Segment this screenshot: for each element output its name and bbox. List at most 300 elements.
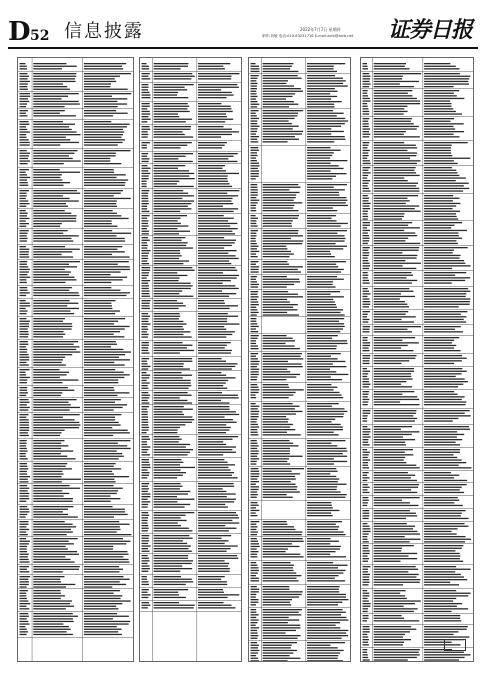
text-line	[363, 263, 370, 264]
text-line	[307, 123, 345, 124]
text-line	[20, 274, 28, 275]
text-line	[198, 316, 238, 317]
text-line	[263, 291, 288, 292]
text-line	[374, 590, 406, 591]
text-line	[198, 156, 233, 157]
text-line	[20, 326, 29, 327]
text-line	[307, 394, 341, 395]
text-line	[142, 215, 150, 216]
text-line	[154, 427, 180, 428]
text-line	[424, 203, 460, 204]
text-line	[263, 612, 299, 613]
text-line	[20, 279, 27, 280]
text-line	[263, 284, 295, 285]
text-line	[374, 180, 408, 181]
text-line	[20, 402, 30, 403]
text-line	[307, 599, 348, 600]
text-line	[307, 591, 339, 592]
text-line	[307, 625, 336, 626]
text-line	[263, 106, 289, 107]
text-line	[33, 559, 70, 560]
text-line	[154, 293, 180, 294]
text-line	[142, 589, 149, 590]
text-line	[20, 357, 30, 358]
text-line	[263, 218, 298, 219]
text-line	[198, 263, 231, 264]
text-line	[142, 108, 148, 109]
text-line	[198, 538, 221, 539]
text-line	[84, 223, 112, 224]
text-line	[374, 86, 414, 87]
text-line	[307, 596, 346, 597]
text-line	[33, 134, 80, 135]
text-line	[198, 607, 235, 608]
text-line	[424, 378, 465, 379]
column-divider	[82, 58, 83, 661]
text-line	[424, 190, 463, 191]
text-line	[84, 476, 129, 477]
text-line	[198, 145, 225, 146]
text-line	[424, 163, 458, 164]
text-line	[33, 310, 70, 311]
text-line	[198, 506, 228, 507]
text-line	[154, 452, 190, 453]
text-line	[33, 479, 81, 480]
text-line	[154, 372, 182, 373]
text-line	[307, 510, 339, 511]
row-divider	[361, 88, 473, 89]
text-line	[307, 543, 330, 544]
text-line	[142, 116, 149, 117]
text-line	[20, 134, 27, 135]
text-line	[424, 306, 459, 307]
text-line	[20, 73, 28, 74]
text-line	[142, 491, 148, 492]
text-line	[198, 493, 236, 494]
text-line	[374, 426, 412, 427]
row-divider	[361, 447, 473, 448]
text-line	[374, 600, 421, 601]
text-line	[154, 78, 192, 79]
text-line	[20, 546, 28, 547]
text-line	[198, 253, 228, 254]
text-line	[374, 626, 411, 627]
text-line	[424, 177, 466, 178]
text-line	[263, 371, 291, 372]
text-line	[374, 230, 405, 231]
text-line	[363, 489, 368, 490]
text-line	[263, 197, 296, 198]
text-line	[363, 598, 368, 599]
text-line	[363, 487, 370, 488]
text-line	[33, 476, 61, 477]
text-line	[142, 496, 151, 497]
text-line	[84, 598, 121, 599]
text-line	[424, 358, 467, 359]
text-line	[374, 611, 414, 612]
text-line	[263, 251, 291, 252]
text-line	[363, 657, 369, 658]
text-line	[363, 83, 371, 84]
text-line	[374, 218, 402, 219]
text-line	[20, 89, 28, 90]
text-line	[424, 533, 457, 534]
text-line	[307, 594, 346, 595]
text-line	[198, 76, 231, 77]
text-line	[363, 63, 368, 64]
text-line	[263, 609, 302, 610]
text-line	[142, 560, 150, 561]
text-line	[20, 554, 29, 555]
text-line	[374, 606, 404, 607]
text-line	[33, 321, 63, 322]
text-line	[374, 515, 417, 516]
text-line	[363, 533, 369, 534]
text-line	[251, 118, 260, 119]
text-line	[307, 136, 345, 137]
text-line	[20, 511, 30, 512]
text-line	[84, 235, 117, 236]
text-line	[251, 602, 259, 603]
text-line	[251, 534, 257, 535]
text-line	[251, 155, 258, 156]
text-line	[251, 366, 257, 367]
text-line	[142, 136, 148, 137]
text-line	[263, 384, 289, 385]
text-line	[374, 188, 419, 189]
text-line	[307, 301, 335, 302]
text-line	[20, 556, 28, 557]
text-line	[424, 232, 458, 233]
text-line	[251, 443, 258, 444]
text-line	[20, 235, 27, 236]
text-line	[84, 179, 128, 180]
text-line	[251, 205, 257, 206]
text-line	[251, 235, 257, 236]
text-line	[154, 260, 189, 261]
text-line	[363, 304, 371, 305]
text-line	[263, 567, 293, 568]
text-line	[84, 586, 112, 587]
text-line	[20, 443, 27, 444]
text-line	[142, 326, 148, 327]
text-line	[307, 215, 336, 216]
text-line	[307, 570, 346, 571]
text-line	[20, 561, 30, 562]
text-line	[198, 517, 239, 518]
text-line	[307, 432, 334, 433]
text-line	[374, 319, 402, 320]
text-line	[374, 472, 408, 473]
text-line	[374, 177, 405, 178]
text-line	[154, 228, 178, 229]
text-line	[307, 413, 344, 414]
text-line	[424, 275, 455, 276]
text-line	[374, 373, 411, 374]
text-line	[20, 277, 31, 278]
text-line	[198, 525, 225, 526]
text-line	[198, 293, 236, 294]
text-line	[263, 281, 300, 282]
text-line	[251, 85, 257, 86]
text-line	[263, 531, 303, 532]
text-line	[374, 225, 408, 226]
text-line	[374, 213, 405, 214]
text-line	[84, 424, 121, 425]
text-line	[33, 106, 64, 107]
text-line	[20, 458, 28, 459]
text-line	[424, 620, 461, 621]
text-line	[263, 184, 299, 185]
text-line	[424, 545, 463, 546]
text-line	[363, 311, 370, 312]
text-line	[154, 406, 184, 407]
text-line	[84, 629, 122, 630]
text-line	[374, 342, 419, 343]
text-line	[33, 96, 68, 97]
text-line	[263, 78, 302, 79]
text-line	[142, 211, 150, 212]
text-line	[263, 419, 289, 420]
text-line	[374, 620, 420, 621]
text-line	[374, 639, 411, 640]
text-line	[251, 619, 259, 620]
text-line	[33, 226, 60, 227]
row-divider	[140, 356, 241, 357]
text-line	[33, 364, 66, 365]
text-line	[251, 340, 256, 341]
text-line	[307, 147, 330, 148]
text-line	[363, 216, 369, 217]
text-line	[198, 183, 229, 184]
text-line	[263, 461, 288, 462]
row-divider	[361, 366, 473, 367]
text-line	[198, 416, 225, 417]
row-divider	[249, 560, 350, 561]
text-line	[198, 92, 232, 93]
text-line	[424, 582, 450, 583]
text-line	[307, 456, 347, 457]
text-line	[84, 155, 116, 156]
text-line	[33, 129, 71, 130]
text-line	[33, 600, 72, 601]
text-line	[251, 554, 258, 555]
text-line	[142, 165, 148, 166]
text-line	[263, 638, 298, 639]
text-line	[424, 439, 462, 440]
text-line	[307, 331, 340, 332]
text-line	[84, 584, 126, 585]
text-line	[33, 269, 65, 270]
text-line	[154, 275, 188, 276]
text-line	[424, 304, 470, 305]
text-line	[263, 622, 288, 623]
text-line	[154, 113, 178, 114]
text-line	[198, 116, 227, 117]
text-line	[424, 489, 460, 490]
text-line	[307, 233, 337, 234]
text-line	[154, 218, 181, 219]
text-line	[307, 434, 339, 435]
text-line	[263, 570, 294, 571]
text-line	[20, 445, 27, 446]
text-line	[142, 203, 149, 204]
text-line	[251, 622, 258, 623]
text-line	[307, 210, 337, 211]
text-line	[374, 608, 418, 609]
text-line	[142, 558, 150, 559]
text-line	[84, 144, 118, 145]
text-line	[20, 113, 26, 114]
text-line	[84, 440, 130, 441]
row-divider	[140, 574, 241, 575]
text-line	[198, 305, 238, 306]
text-line	[424, 436, 457, 437]
text-line	[374, 652, 419, 653]
text-line	[251, 173, 259, 174]
text-line	[263, 215, 299, 216]
text-line	[198, 528, 236, 529]
text-line	[251, 131, 257, 132]
text-line	[307, 88, 335, 89]
text-line	[363, 213, 368, 214]
row-divider	[140, 188, 241, 189]
text-line	[251, 652, 259, 653]
text-line	[154, 106, 190, 107]
text-line	[363, 558, 370, 559]
text-line	[263, 534, 302, 535]
text-line	[363, 108, 369, 109]
text-line	[20, 456, 26, 457]
text-line	[33, 616, 78, 617]
text-line	[363, 376, 368, 377]
text-line	[20, 68, 27, 69]
text-line	[154, 296, 194, 297]
text-line	[424, 480, 467, 481]
text-line	[20, 551, 28, 552]
text-line	[154, 116, 180, 117]
text-line	[363, 160, 370, 161]
text-line	[142, 414, 148, 415]
text-line	[20, 195, 27, 196]
text-line	[154, 183, 177, 184]
column-divider	[306, 58, 307, 661]
text-line	[307, 168, 343, 169]
text-line	[263, 450, 290, 451]
text-line	[251, 392, 259, 393]
text-line	[363, 420, 368, 421]
text-line	[363, 391, 370, 392]
text-line	[142, 499, 148, 500]
text-line	[20, 595, 27, 596]
text-block-graphic	[18, 58, 133, 661]
text-line	[198, 283, 223, 284]
text-line	[251, 384, 258, 385]
text-line	[154, 409, 193, 410]
text-line	[374, 649, 420, 650]
text-line	[33, 579, 60, 580]
text-line	[374, 492, 418, 493]
text-line	[363, 331, 370, 332]
text-line	[154, 66, 188, 67]
row-divider	[361, 408, 473, 409]
text-line	[424, 314, 461, 315]
text-line	[307, 546, 341, 547]
text-line	[263, 66, 292, 67]
text-line	[33, 377, 60, 378]
text-line	[424, 235, 459, 236]
text-line	[142, 605, 151, 606]
text-line	[33, 308, 79, 309]
text-line	[198, 372, 221, 373]
text-line	[142, 467, 151, 468]
text-line	[251, 141, 259, 142]
text-line	[20, 543, 29, 544]
text-line	[263, 562, 291, 563]
text-line	[154, 545, 191, 546]
text-line	[251, 93, 257, 94]
text-line	[142, 592, 148, 593]
text-line	[374, 216, 404, 217]
text-line	[142, 129, 151, 130]
text-line	[20, 210, 26, 211]
text-line	[20, 282, 27, 283]
text-line	[307, 589, 339, 590]
text-line	[33, 514, 68, 515]
text-line	[142, 225, 149, 226]
text-line	[307, 353, 341, 354]
text-line	[251, 551, 259, 552]
text-line	[251, 476, 259, 477]
text-line	[20, 485, 28, 486]
text-line	[424, 113, 462, 114]
text-line	[251, 318, 257, 319]
text-line	[251, 309, 258, 310]
text-line	[251, 596, 256, 597]
text-line	[33, 121, 63, 122]
text-line	[363, 431, 371, 432]
text-line	[33, 163, 63, 164]
text-line	[33, 282, 65, 283]
text-line	[307, 578, 335, 579]
row-divider	[18, 588, 133, 589]
text-line	[251, 408, 258, 409]
text-line	[33, 456, 67, 457]
text-line	[263, 652, 294, 653]
text-line	[424, 462, 466, 463]
text-line	[251, 291, 259, 292]
text-line	[424, 301, 470, 302]
text-line	[20, 395, 27, 396]
text-line	[84, 543, 126, 544]
text-line	[424, 188, 469, 189]
text-line	[424, 600, 453, 601]
text-line	[198, 584, 227, 585]
text-line	[424, 618, 460, 619]
text-line	[142, 548, 148, 549]
row-divider	[361, 116, 473, 117]
row-divider	[18, 316, 133, 317]
text-line	[263, 458, 289, 459]
text-line	[374, 314, 406, 315]
text-line	[20, 509, 29, 510]
text-line	[374, 381, 407, 382]
page-letter: D	[8, 17, 31, 47]
row-divider	[249, 382, 350, 383]
text-line	[154, 368, 190, 369]
text-line	[33, 210, 64, 211]
text-line	[363, 321, 369, 322]
